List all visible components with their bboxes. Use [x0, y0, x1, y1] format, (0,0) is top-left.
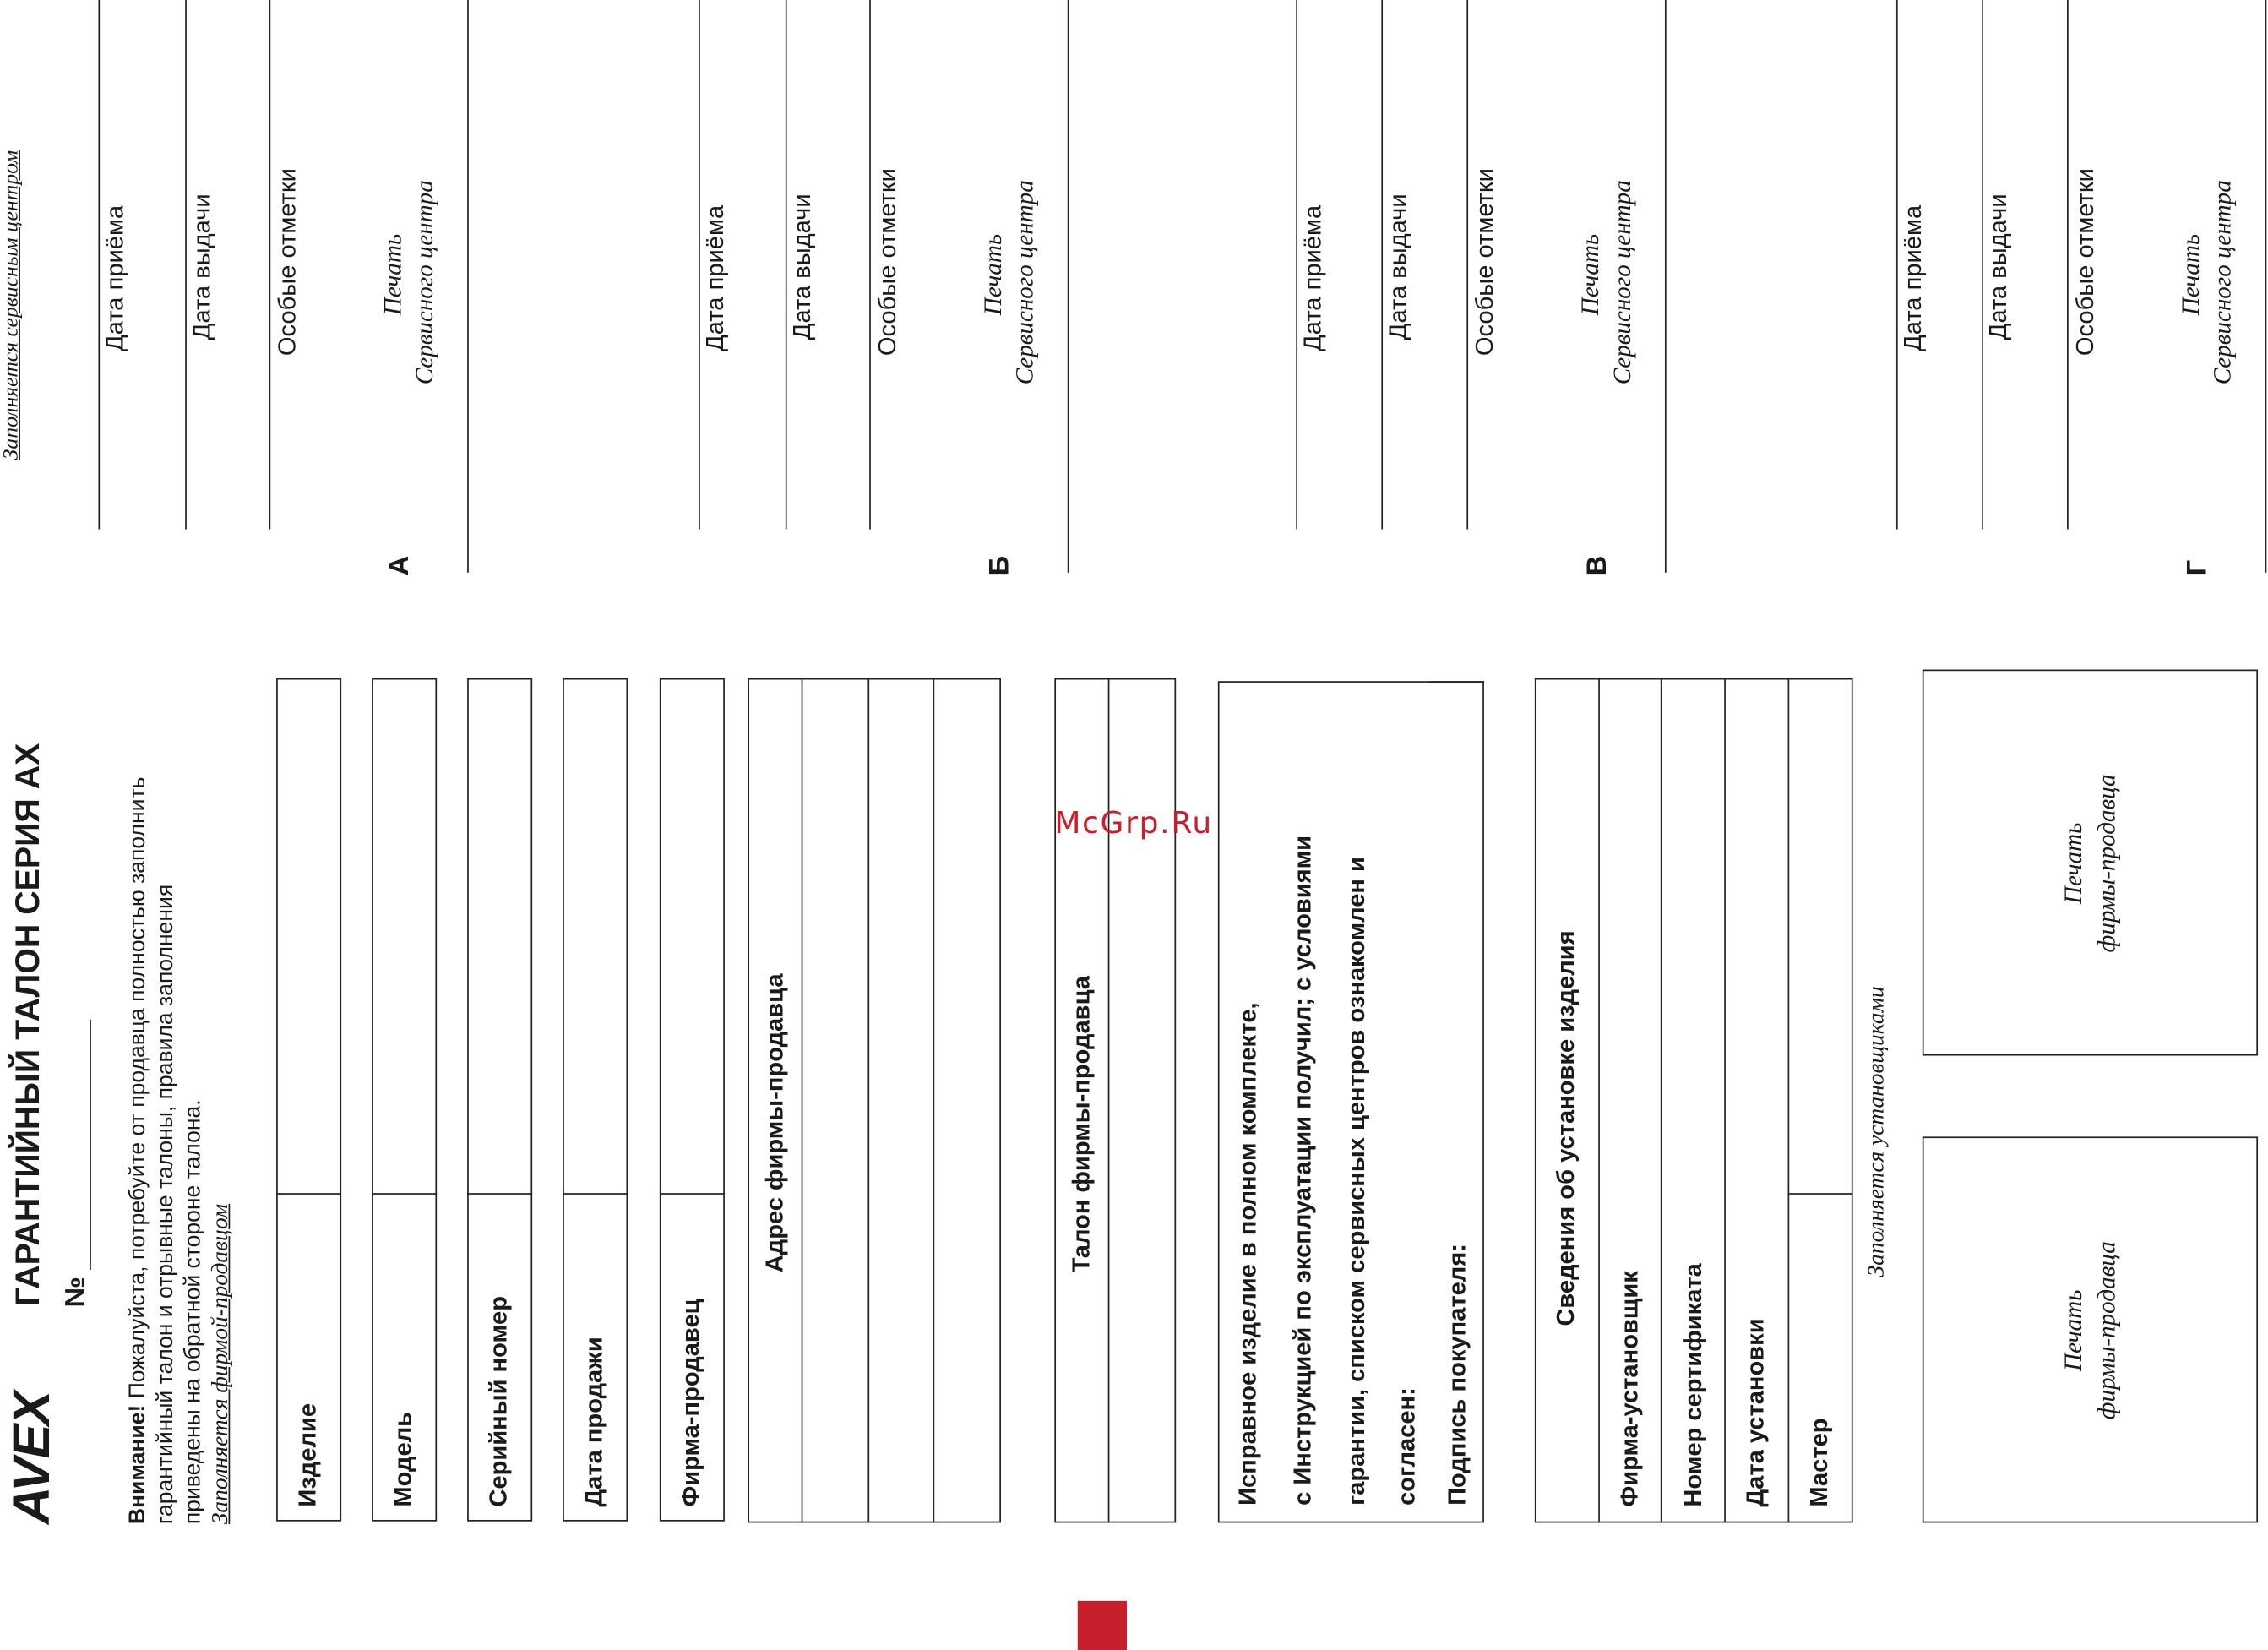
installers-note: Заполняется установщиками: [1864, 986, 1890, 1277]
field-label: Серийный номер: [484, 1295, 513, 1507]
buyer-signature-label: Подпись покупателя:: [1443, 1244, 1471, 1506]
remarks-label: Особые отметки: [2071, 168, 2099, 357]
seal-label-line2: Сервисного центра: [1608, 180, 1636, 385]
field-label: Модель: [389, 1411, 417, 1507]
filled-by-seller: Заполняется фирмой-продавцом: [208, 1203, 233, 1525]
received-date-label: Дата приёма: [101, 204, 129, 351]
received-date-label: Дата приёма: [1899, 204, 1927, 351]
coupon-letter: В: [1582, 555, 1613, 576]
received-date-label: Дата приёма: [1298, 204, 1327, 351]
remarks-label: Особые отметки: [1471, 168, 1499, 357]
seal-label-line2: Сервисного центра: [2208, 180, 2237, 385]
installation-row-label: Мастер: [1805, 1418, 1833, 1507]
number-line: [90, 1020, 91, 1270]
page-marker: [1078, 1601, 1127, 1650]
installation-title: Сведения об установке изделия: [1552, 930, 1580, 1326]
seal-label-line2: Сервисного центра: [411, 180, 438, 385]
seal-label-line1: Печать: [378, 233, 407, 316]
seal-label-line1: Печать: [979, 233, 1007, 316]
acceptance-line: согласен:: [1393, 1387, 1421, 1506]
seller-coupon-label: Талон фирмы-продавца: [1067, 975, 1096, 1273]
field-label: Фирма-продавец: [677, 1299, 704, 1507]
field-label: Изделие: [293, 1402, 322, 1507]
issued-date-label: Дата выдачи: [188, 193, 216, 340]
coupon-letter: А: [384, 555, 416, 576]
seal-label-line1: Печать: [2177, 233, 2205, 316]
issued-date-label: Дата выдачи: [1384, 193, 1412, 340]
watermark: McGrp.Ru: [1054, 805, 1213, 841]
seller-seal-box: [1923, 1136, 2258, 1522]
installation-row-label: Фирма-установщик: [1615, 1271, 1644, 1507]
number-label: №: [60, 1277, 91, 1308]
acceptance-line: Исправное изделие в полном комплекте,: [1233, 1002, 1262, 1506]
field-label: Дата продажи: [579, 1337, 608, 1507]
remarks-label: Особые отметки: [273, 168, 302, 357]
seal-label-line1: Печать: [1576, 233, 1605, 316]
brand-logo: AVEX: [1, 1391, 61, 1525]
coupon-letter: Б: [985, 555, 1016, 576]
seller-seal-box: [1923, 670, 2258, 1056]
page-title: ГАРАНТИЙНЫЙ ТАЛОН СЕРИЯ АХ: [8, 743, 46, 1306]
received-date-label: Дата приёма: [701, 204, 730, 351]
seal-label: Печать фирмы-продавца: [2059, 774, 2121, 953]
seal-label-line2: Сервисного центра: [1010, 180, 1039, 385]
remarks-label: Особые отметки: [873, 168, 901, 357]
acceptance-line: гарантии, списком сервисных центров ознакомлен и: [1342, 857, 1370, 1506]
service-note: Заполняется сервисным центром: [0, 150, 24, 460]
seal-label: Печать фирмы-продавца: [2059, 1241, 2121, 1420]
notice: Внимание! Пожалуйста, потребуйте от продавца полностью заполнить гарантийный талон и отрывные талоны, правила заполнения приведены на обратной стороне талона. Заполняется фирмой-продавцом: [125, 776, 233, 1525]
installation-row-label: Номер сертификата: [1679, 1263, 1707, 1507]
issued-date-label: Дата выдачи: [1984, 193, 2012, 340]
installation-row-label: Дата установки: [1741, 1318, 1770, 1507]
issued-date-label: Дата выдачи: [788, 193, 816, 340]
acceptance-line: с Инструкцией по эксплуатации получил; с условиями: [1288, 835, 1317, 1506]
notice-bold: Внимание!: [125, 1404, 151, 1525]
coupon-letter: Г: [2183, 559, 2213, 576]
seller-address-label: Адрес фирмы-продавца: [760, 973, 789, 1273]
